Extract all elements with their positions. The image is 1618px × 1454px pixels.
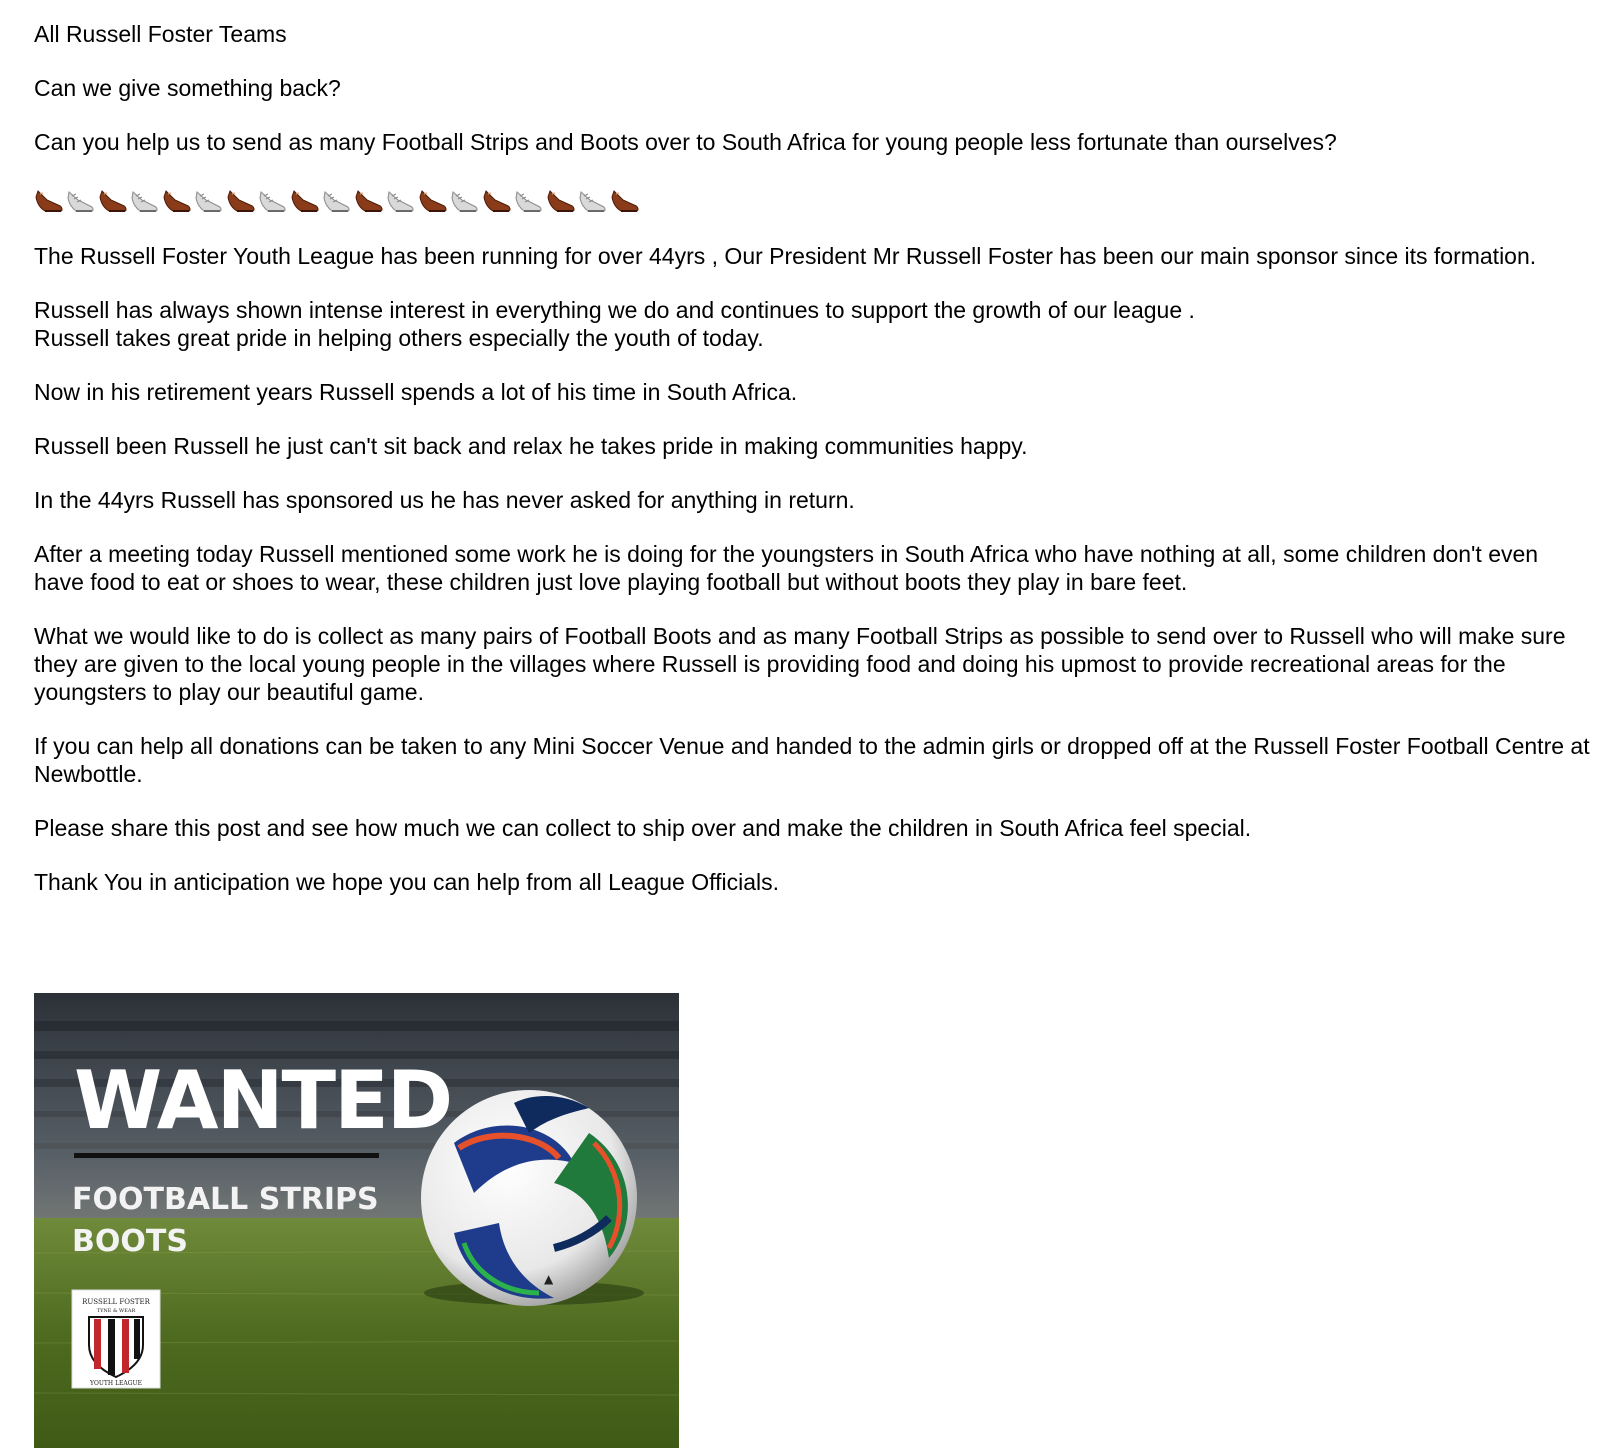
brown-shoe-icon	[162, 186, 194, 212]
sneaker-icon	[514, 186, 546, 212]
sneaker-icon	[450, 186, 482, 212]
badge-text-sub: TYNE & WEAR	[96, 1308, 136, 1314]
poster-line-strips: FOOTBALL STRIPS	[72, 1182, 379, 1217]
brown-shoe-icon	[354, 186, 386, 212]
sneaker-icon	[386, 186, 418, 212]
relax-paragraph: Russell been Russell he just can't sit back and relax he takes pride in making communities happy.	[34, 433, 1028, 459]
shoe-emoji-row	[34, 182, 1594, 216]
email-body	[34, 20, 1594, 922]
interest-paragraph	[34, 296, 1594, 352]
sponsor-paragraph: In the 44yrs Russell has sponsored us he has never asked for anything in return.	[34, 487, 855, 513]
brown-shoe-icon	[98, 186, 130, 212]
poster-graphic	[34, 993, 679, 1448]
wanted-poster-image	[34, 993, 679, 1448]
brown-shoe-icon	[546, 186, 578, 212]
league-badge-icon	[72, 1290, 160, 1388]
brown-shoe-icon	[610, 186, 642, 212]
sneaker-icon	[322, 186, 354, 212]
sneaker-icon	[194, 186, 226, 212]
interest-line-2: Russell takes great pride in helping others especially the youth of today.	[34, 325, 764, 351]
badge-text-bottom: YOUTH LEAGUE	[89, 1380, 143, 1387]
sneaker-icon	[130, 186, 162, 212]
svg-text:▲: ▲	[544, 1272, 554, 1286]
sneaker-icon	[258, 186, 290, 212]
poster-headline: WANTED	[74, 1054, 452, 1147]
greeting: All Russell Foster Teams	[34, 21, 287, 47]
history-paragraph: The Russell Foster Youth League has been running for over 44yrs , Our President Mr Russell Foster has been our main sponsor since its formation.	[34, 243, 1537, 269]
thanks-paragraph: Thank You in anticipation we hope you can help from all League Officials.	[34, 869, 780, 895]
donations-paragraph: If you can help all donations can be taken to any Mini Soccer Venue and handed to the admin girls or dropped off at the Russell Foster Football Centre at Newbottle.	[34, 733, 1590, 787]
poster-line-boots: BOOTS	[72, 1224, 188, 1259]
ask-paragraph: Can you help us to send as many Football Strips and Boots over to South Africa for young people less fortunate than ourselves?	[34, 129, 1337, 155]
sneaker-icon	[578, 186, 610, 212]
brown-shoe-icon	[290, 186, 322, 212]
collect-paragraph: What we would like to do is collect as many pairs of Football Boots and as many Football Strips as possible to send over to Russell who will make sure they are given to the local young people in the villages where Russell is providing food and doing his upmost to provide recreational areas for the youngsters to play our beautiful game.	[34, 623, 1566, 705]
interest-line-1: Russell has always shown intense interest in everything we do and continues to support the growth of our league .	[34, 297, 1195, 323]
badge-text-top: RUSSELL FOSTER	[82, 1298, 150, 1306]
brown-shoe-icon	[482, 186, 514, 212]
brown-shoe-icon	[418, 186, 450, 212]
retirement-paragraph: Now in his retirement years Russell spends a lot of his time in South Africa.	[34, 379, 798, 405]
share-paragraph: Please share this post and see how much we can collect to ship over and make the children in South Africa feel special.	[34, 815, 1252, 841]
sneaker-icon	[66, 186, 98, 212]
brown-shoe-icon	[34, 186, 66, 212]
question: Can we give something back?	[34, 75, 341, 101]
meeting-paragraph: After a meeting today Russell mentioned some work he is doing for the youngsters in South Africa who have nothing at all, some children don't even have food to eat or shoes to wear, these children just love playing football but without boots they play in bare feet.	[34, 541, 1539, 595]
brown-shoe-icon	[226, 186, 258, 212]
